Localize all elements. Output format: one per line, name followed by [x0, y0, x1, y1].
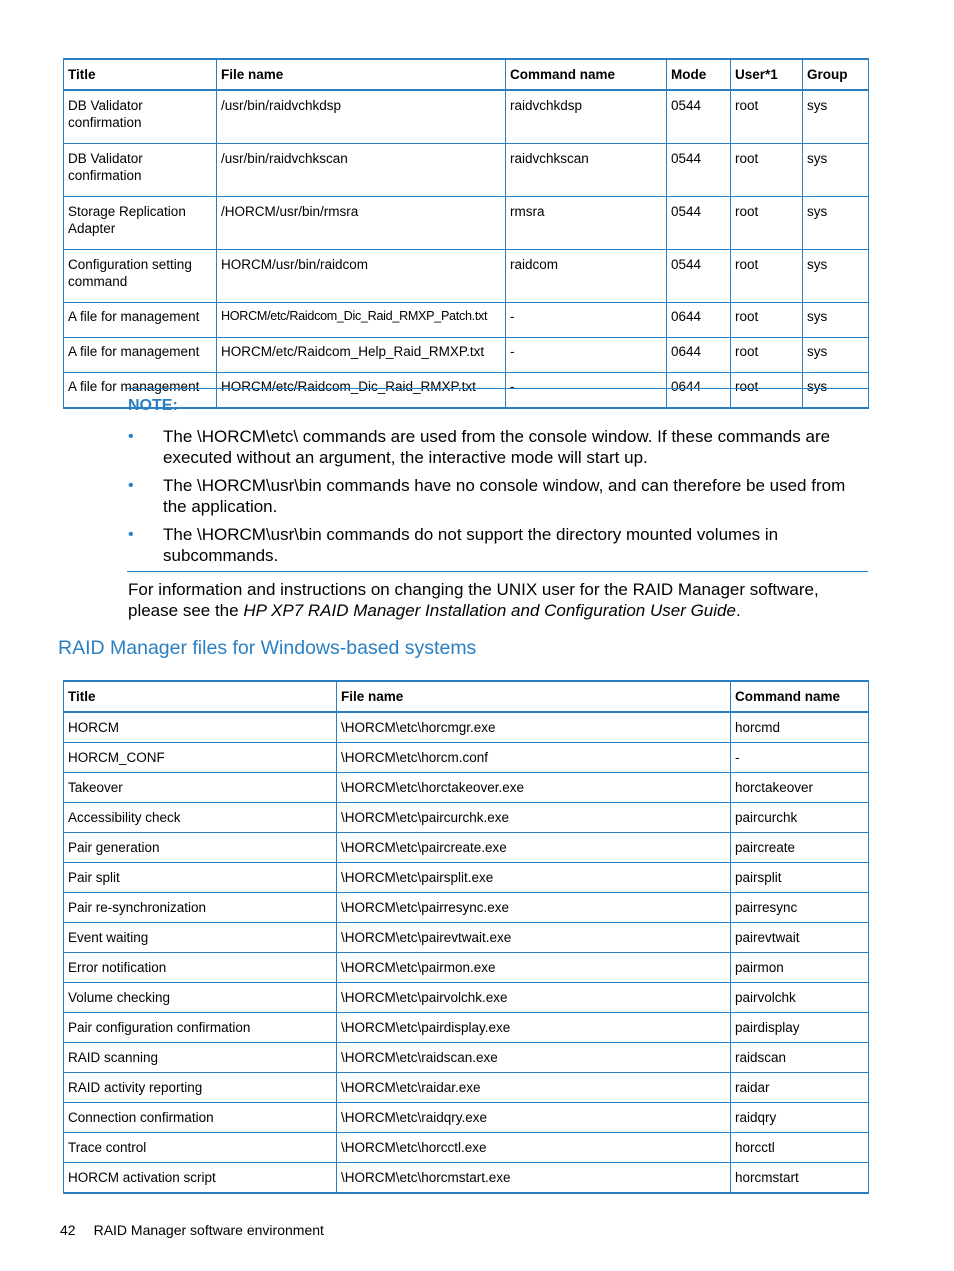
- body-paragraph: [128, 579, 870, 621]
- table-cell: horcctl: [731, 1133, 869, 1163]
- table-cell: Takeover: [64, 773, 337, 803]
- table-header-row: [64, 681, 869, 712]
- table-cell: root: [731, 303, 803, 338]
- table-row: [64, 90, 869, 144]
- table-cell: \HORCM\etc\paircreate.exe: [337, 833, 731, 863]
- table-row: [64, 197, 869, 250]
- table-cell: HORCM: [64, 712, 337, 743]
- table-cell: A file for management: [64, 303, 217, 338]
- table-row: [64, 1043, 869, 1073]
- table-cell: HORCM activation script: [64, 1163, 337, 1194]
- table-cell: HORCM_CONF: [64, 743, 337, 773]
- table-cell: horctakeover: [731, 773, 869, 803]
- table-cell: -: [506, 338, 667, 373]
- table-cell: Pair re-synchronization: [64, 893, 337, 923]
- table-cell: Volume checking: [64, 983, 337, 1013]
- table-cell: \HORCM\etc\pairevtwait.exe: [337, 923, 731, 953]
- column-header: File name: [217, 59, 506, 90]
- bullet-icon: •: [128, 477, 134, 494]
- table-row: [64, 863, 869, 893]
- note-bottom-rule: [127, 571, 868, 572]
- table-cell: \HORCM\etc\raidar.exe: [337, 1073, 731, 1103]
- note-bullet-text: The \HORCM\usr\bin commands do not support the directory mounted volumes in subcommands.: [163, 525, 779, 565]
- table-cell: HORCM/etc/Raidcom_Dic_Raid_RMXP.txt: [217, 373, 506, 409]
- table-cell: sys: [803, 90, 869, 144]
- windows-table-body: [64, 712, 869, 1193]
- table-row: [64, 250, 869, 303]
- table-cell: \HORCM\etc\paircurchk.exe: [337, 803, 731, 833]
- table-cell: /usr/bin/raidvchkdsp: [217, 90, 506, 144]
- table-cell: DB Validator confirmation: [64, 144, 217, 197]
- column-header: File name: [337, 681, 731, 712]
- page-footer: [60, 1222, 324, 1238]
- table-cell: pairvolchk: [731, 983, 869, 1013]
- table-cell: sys: [803, 250, 869, 303]
- table-row: [64, 1073, 869, 1103]
- table-cell: root: [731, 144, 803, 197]
- table-cell: pairmon: [731, 953, 869, 983]
- table-cell: Accessibility check: [64, 803, 337, 833]
- table-cell: HORCM/etc/Raidcom_Help_Raid_RMXP.txt: [217, 338, 506, 373]
- table-cell: pairevtwait: [731, 923, 869, 953]
- note-bullet: [128, 524, 868, 566]
- table-cell: \HORCM\etc\raidqry.exe: [337, 1103, 731, 1133]
- table-cell: raidscan: [731, 1043, 869, 1073]
- table-row: [64, 893, 869, 923]
- table-cell: raidvchkscan: [506, 144, 667, 197]
- column-header: Group: [803, 59, 869, 90]
- table-cell: RAID activity reporting: [64, 1073, 337, 1103]
- unix-files-table: [63, 58, 869, 409]
- table-cell: 0644: [667, 303, 731, 338]
- table-cell: raidar: [731, 1073, 869, 1103]
- table-cell: \HORCM\etc\horcm.conf: [337, 743, 731, 773]
- paragraph-text: For information and instructions on changing the UNIX user for the RAID Manager software, please see the: [128, 580, 819, 620]
- note-bullet: [128, 475, 868, 517]
- table-cell: RAID scanning: [64, 1043, 337, 1073]
- table-cell: \HORCM\etc\pairresync.exe: [337, 893, 731, 923]
- table-row: [64, 373, 869, 409]
- table-cell: HORCM/usr/bin/raidcom: [217, 250, 506, 303]
- table-cell: pairsplit: [731, 863, 869, 893]
- table-cell: paircurchk: [731, 803, 869, 833]
- table-cell: 0644: [667, 373, 731, 409]
- note-top-rule: [127, 388, 868, 389]
- table-cell: root: [731, 197, 803, 250]
- table-cell: \HORCM\etc\horcctl.exe: [337, 1133, 731, 1163]
- table-row: [64, 1013, 869, 1043]
- column-header: Title: [64, 681, 337, 712]
- table-cell: raidcom: [506, 250, 667, 303]
- table-cell: root: [731, 373, 803, 409]
- table-cell: /HORCM/usr/bin/rmsra: [217, 197, 506, 250]
- note-bullet: [128, 426, 868, 468]
- table-cell: root: [731, 90, 803, 144]
- note-bullet-text: The \HORCM\etc\ commands are used from the console window. If these commands are executed without an argument, the interactive mode will start up.: [163, 427, 831, 467]
- table-row: [64, 303, 869, 338]
- table-cell: pairresync: [731, 893, 869, 923]
- column-header: Command name: [731, 681, 869, 712]
- table-cell: Storage Replication Adapter: [64, 197, 217, 250]
- note-label: NOTE:: [128, 397, 178, 414]
- table-cell: HORCM/etc/Raidcom_Dic_Raid_RMXP_Patch.txt: [217, 303, 506, 338]
- table-cell: \HORCM\etc\pairsplit.exe: [337, 863, 731, 893]
- table-row: [64, 338, 869, 373]
- table-row: [64, 743, 869, 773]
- table-cell: Trace control: [64, 1133, 337, 1163]
- table-cell: Connection confirmation: [64, 1103, 337, 1133]
- table-cell: 0644: [667, 338, 731, 373]
- table-cell: Pair generation: [64, 833, 337, 863]
- table-cell: horcmd: [731, 712, 869, 743]
- table-row: [64, 923, 869, 953]
- table-cell: paircreate: [731, 833, 869, 863]
- page-number: 42: [60, 1222, 76, 1238]
- table-cell: A file for management: [64, 373, 217, 409]
- table-row: [64, 144, 869, 197]
- table-cell: 0544: [667, 197, 731, 250]
- table-cell: \HORCM\etc\pairvolchk.exe: [337, 983, 731, 1013]
- table-cell: root: [731, 338, 803, 373]
- note-bullet-text: The \HORCM\usr\bin commands have no console window, and can therefore be used from the application.: [163, 476, 846, 516]
- paragraph-end: .: [735, 601, 741, 620]
- column-header: Title: [64, 59, 217, 90]
- table-cell: sys: [803, 303, 869, 338]
- table-cell: Pair split: [64, 863, 337, 893]
- table-row: [64, 773, 869, 803]
- table-cell: -: [506, 303, 667, 338]
- table-cell: raidqry: [731, 1103, 869, 1133]
- table-cell: -: [731, 743, 869, 773]
- table-cell: horcmstart: [731, 1163, 869, 1194]
- table-cell: Error notification: [64, 953, 337, 983]
- table-cell: Configuration setting command: [64, 250, 217, 303]
- table-cell: A file for management: [64, 338, 217, 373]
- table-cell: sys: [803, 197, 869, 250]
- table-cell: DB Validator confirmation: [64, 90, 217, 144]
- table-row: [64, 1103, 869, 1133]
- table-cell: \HORCM\etc\pairmon.exe: [337, 953, 731, 983]
- column-header: Mode: [667, 59, 731, 90]
- table-cell: raidvchkdsp: [506, 90, 667, 144]
- table-row: [64, 833, 869, 863]
- table-cell: sys: [803, 338, 869, 373]
- guide-title: HP XP7 RAID Manager Installation and Configuration User Guide: [243, 601, 736, 620]
- table-cell: 0544: [667, 144, 731, 197]
- table-row: [64, 1163, 869, 1194]
- table-cell: 0544: [667, 250, 731, 303]
- bullet-icon: •: [128, 526, 134, 543]
- table-cell: \HORCM\etc\pairdisplay.exe: [337, 1013, 731, 1043]
- windows-files-table: [63, 680, 869, 1194]
- table-cell: 0544: [667, 90, 731, 144]
- table-header-row: [64, 59, 869, 90]
- table-row: [64, 983, 869, 1013]
- table-row: [64, 953, 869, 983]
- section-heading: RAID Manager files for Windows-based systems: [58, 637, 477, 659]
- chapter-title: RAID Manager software environment: [93, 1222, 324, 1238]
- table-cell: root: [731, 250, 803, 303]
- bullet-icon: •: [128, 428, 134, 445]
- column-header: Command name: [506, 59, 667, 90]
- table-cell: pairdisplay: [731, 1013, 869, 1043]
- table-cell: rmsra: [506, 197, 667, 250]
- table-cell: Pair configuration confirmation: [64, 1013, 337, 1043]
- table-cell: \HORCM\etc\horcmgr.exe: [337, 712, 731, 743]
- table-cell: /usr/bin/raidvchkscan: [217, 144, 506, 197]
- column-header: User*1: [731, 59, 803, 90]
- table-cell: \HORCM\etc\raidscan.exe: [337, 1043, 731, 1073]
- table-row: [64, 712, 869, 743]
- table-row: [64, 1133, 869, 1163]
- table-cell: \HORCM\etc\horctakeover.exe: [337, 773, 731, 803]
- table-cell: -: [506, 373, 667, 409]
- table-cell: Event waiting: [64, 923, 337, 953]
- table-cell: sys: [803, 144, 869, 197]
- table-cell: \HORCM\etc\horcmstart.exe: [337, 1163, 731, 1194]
- table-cell: sys: [803, 373, 869, 409]
- table-row: [64, 803, 869, 833]
